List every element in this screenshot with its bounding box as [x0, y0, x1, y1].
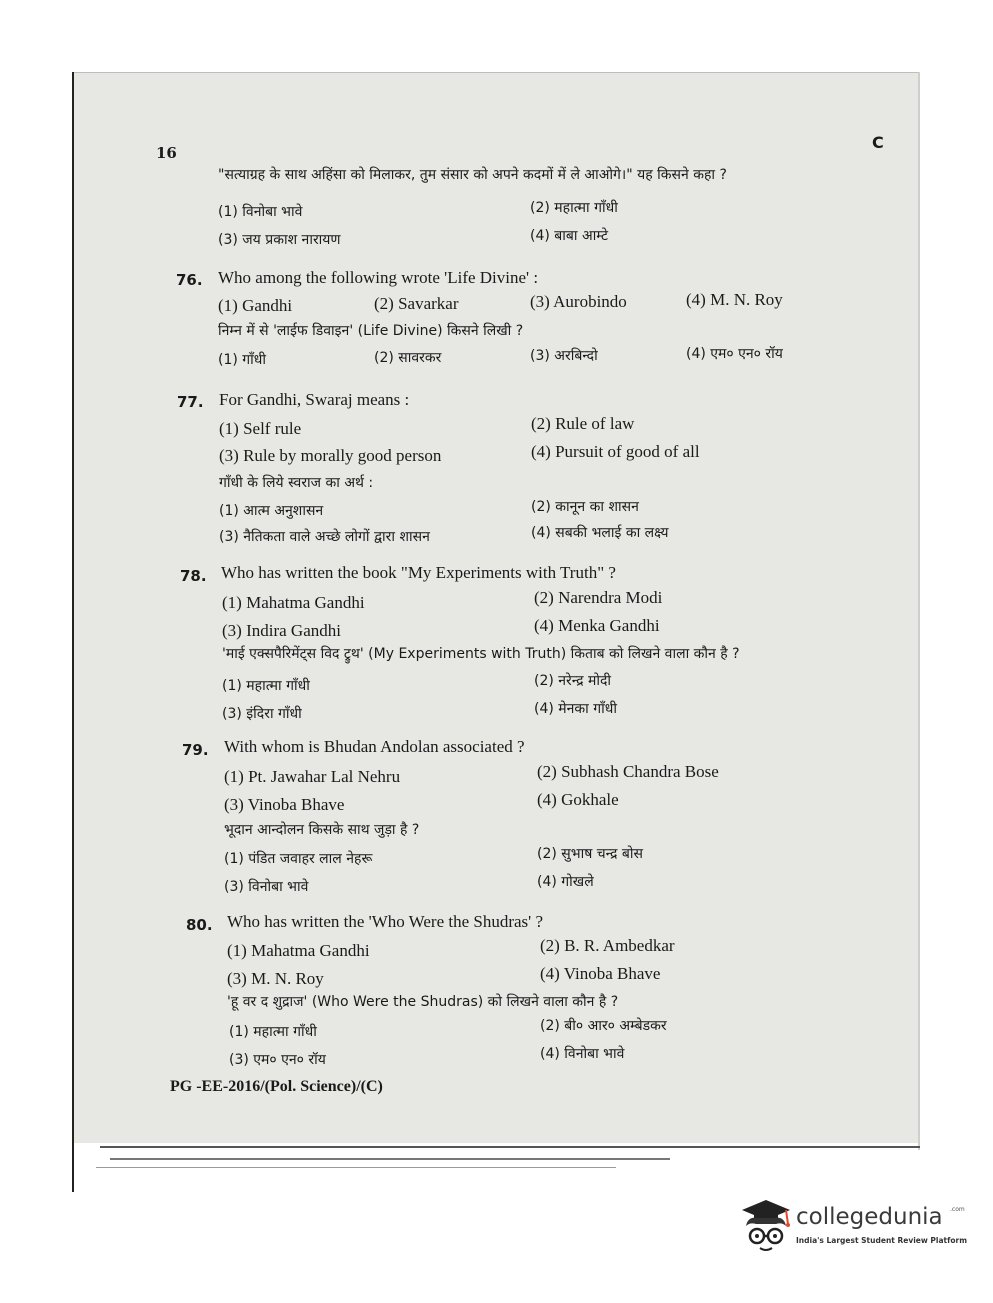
question-english: Who among the following wrote 'Life Divine' : [218, 268, 539, 287]
option-hindi: (3) एम० एन० रॉय [229, 1052, 326, 1068]
option-hindi: (3) विनोबा भावे [224, 879, 309, 895]
scanned-page [74, 72, 920, 1143]
option: (1) Mahatma Gandhi [222, 593, 365, 612]
option-hindi: (1) महात्मा गाँधी [222, 678, 310, 694]
option-hindi: (3) अरबिन्दो [530, 348, 598, 364]
question-hindi: "सत्याग्रह के साथ अहिंसा को मिलाकर, तुम संसार को अपने कदमों में ले आओगे।" यह किसने कहा ? [218, 167, 727, 183]
question-english: For Gandhi, Swaraj means : [219, 390, 410, 409]
option-hindi: (2) बी० आर० अम्बेडकर [540, 1018, 667, 1034]
question-number: 78. [180, 567, 207, 585]
page-edge-bottom [100, 1146, 920, 1148]
page-edge-bottom [110, 1158, 670, 1160]
question-hindi: 'माई एक्सपैरिमेंट्स विद ट्रुथ' (My Experiments with Truth) किताब को लिखने वाला कौन है ? [222, 646, 740, 662]
question-hindi: गाँधी के लिये स्वराज का अर्थ : [219, 475, 374, 491]
option-hindi: (2) सुभाष चन्द्र बोस [537, 846, 643, 862]
option-hindi: (4) मेनका गाँधी [534, 701, 617, 717]
question-number: 76. [176, 271, 203, 289]
option: (1) Gandhi [218, 296, 293, 315]
option-hindi: (4) विनोबा भावे [540, 1046, 625, 1062]
option: (2) Subhash Chandra Bose [537, 762, 719, 781]
option: (3) Rule by morally good person [219, 446, 442, 465]
question-english: With whom is Bhudan Andolan associated ? [224, 737, 525, 756]
logo-tld: .com [950, 1206, 965, 1213]
option: (2) Narendra Modi [534, 588, 663, 607]
option: (1) Pt. Jawahar Lal Nehru [224, 767, 401, 786]
question-hindi: 'हू वर द शुद्राज' (Who Were the Shudras) को लिखने वाला कौन है ? [227, 994, 619, 1010]
option: (3) Indira Gandhi [222, 621, 341, 640]
option-hindi: (2) सावरकर [374, 350, 442, 366]
option-hindi: (2) नरेन्द्र मोदी [534, 673, 612, 689]
option-hindi: (3) नैतिकता वाले अच्छे लोगों द्वारा शासन [219, 529, 430, 545]
option-hindi: (3) इंदिरा गाँधी [222, 706, 302, 722]
option-hindi: (4) गोखले [537, 874, 594, 890]
option-hindi: (1) विनोबा भावे [218, 204, 303, 220]
option: (2) Rule of law [531, 414, 635, 433]
option: (3) Vinoba Bhave [224, 795, 345, 814]
option-hindi: (4) एम० एन० रॉय [686, 346, 783, 362]
option: (1) Self rule [219, 419, 302, 438]
page-edge-bottom [96, 1167, 616, 1168]
collegedunia-logo [736, 1192, 966, 1264]
question-number: 77. [177, 393, 204, 411]
option-hindi: (1) आत्म अनुशासन [219, 503, 324, 519]
option-hindi: (4) बाबा आम्टे [530, 228, 609, 244]
logo-tagline: India's Largest Student Review Platform [796, 1236, 968, 1245]
option-hindi: (4) सबकी भलाई का लक्ष्य [531, 525, 669, 541]
page-number: 16 [156, 144, 177, 162]
option: (4) Menka Gandhi [534, 616, 660, 635]
page-edge-right [918, 72, 920, 1150]
option: (2) Savarkar [374, 294, 459, 313]
option: (3) Aurobindo [530, 292, 627, 311]
option: (2) B. R. Ambedkar [540, 936, 675, 955]
logo-wordmark: collegedunia [796, 1204, 943, 1230]
option-hindi: (1) महात्मा गाँधी [229, 1024, 317, 1040]
question-english: Who has written the book "My Experiments with Truth" ? [221, 563, 616, 582]
paper-code: C [872, 133, 884, 152]
option-hindi: (2) कानून का शासन [531, 499, 639, 515]
option: (4) Gokhale [537, 790, 619, 809]
question-hindi: भूदान आन्दोलन किसके साथ जुड़ा है ? [224, 822, 420, 838]
question-number: 79. [182, 741, 209, 759]
mascot-icon [736, 1192, 794, 1258]
option-hindi: (3) जय प्रकाश नारायण [218, 232, 341, 248]
option: (4) M. N. Roy [686, 290, 783, 309]
question-hindi: निम्न में से 'लाईफ डिवाइन' (Life Divine) किसने लिखी ? [218, 323, 524, 339]
option-hindi: (1) गाँधी [218, 352, 267, 368]
question-number: 80. [186, 916, 213, 934]
paper-footer-code: PG -EE-2016/(Pol. Science)/(C) [170, 1078, 383, 1095]
option-hindi: (2) महात्मा गाँधी [530, 200, 618, 216]
option: (3) M. N. Roy [227, 969, 324, 988]
option: (1) Mahatma Gandhi [227, 941, 370, 960]
option: (4) Vinoba Bhave [540, 964, 661, 983]
option-hindi: (1) पंडित जवाहर लाल नेहरू [224, 851, 373, 867]
question-english: Who has written the 'Who Were the Shudras' ? [227, 912, 544, 931]
option: (4) Pursuit of good of all [531, 442, 700, 461]
page-edge-left [72, 72, 74, 1192]
